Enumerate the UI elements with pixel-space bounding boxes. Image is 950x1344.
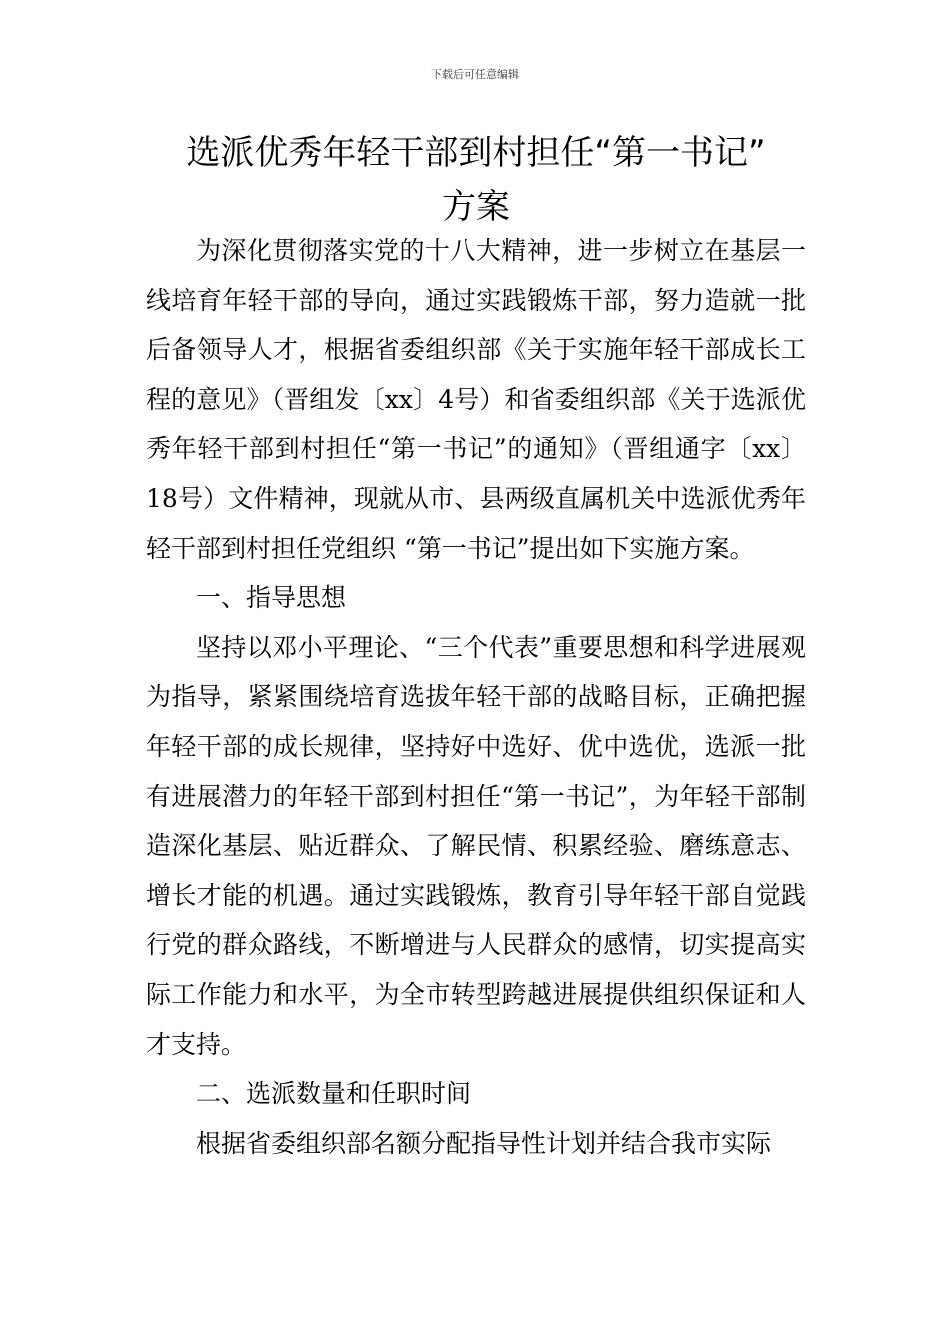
document-title-line-1: 选派优秀年轻干部到村担任“第一书记” [186, 133, 766, 173]
document-title [146, 126, 806, 234]
section-heading-quantity-and-term: 二、选派数量和任职时间 [196, 1079, 472, 1109]
document-title-line-2: 方案 [442, 187, 510, 227]
quantity-and-term-paragraph: 根据省委组织部名额分配指导性计划并结合我市实际 [196, 1128, 772, 1158]
header-note: 下载后可任意编辑 [431, 68, 519, 81]
guiding-ideology-paragraph: 坚持以邓小平理论、“三个代表”重要思想和科学进展观为指导，紧紧围绕培育选拔年轻干部的战略目标，正确把握年轻干部的成长规律，坚持好中选好、优中选优，选派一批有进展潜力的年轻干部到村担任“第一书记”，为年轻干部制造深化基层、贴近群众、了解民情、积累经验、磨练意志、增长才能的机遇。通过实践锻炼，教育引导年轻干部自觉践行党的群众路线，不断增进与人民群众的感情，切实提高实际工作能力和水平，为全市转型跨越进展提供组织保证和人才支持。 [146, 632, 806, 1059]
intro-paragraph: 为深化贯彻落实党的十八大精神，进一步树立在基层一线培育年轻干部的导向，通过实践锻炼干部，努力造就一批后备领导人才，根据省委组织部《关于实施年轻干部成长工程的意见》（晋组发〔xx〕4号）和省委组织部《关于选派优秀年轻干部到村担任“第一书记”的通知》（晋组通字〔xx〕18号）文件精神，现就从市、县两级直属机关中选派优秀年轻干部到村担任党组织 “第一书记”提出如下实施方案。 [146, 236, 806, 563]
section-heading-guiding-ideology: 一、指导思想 [196, 583, 347, 613]
document-body [146, 226, 806, 1168]
